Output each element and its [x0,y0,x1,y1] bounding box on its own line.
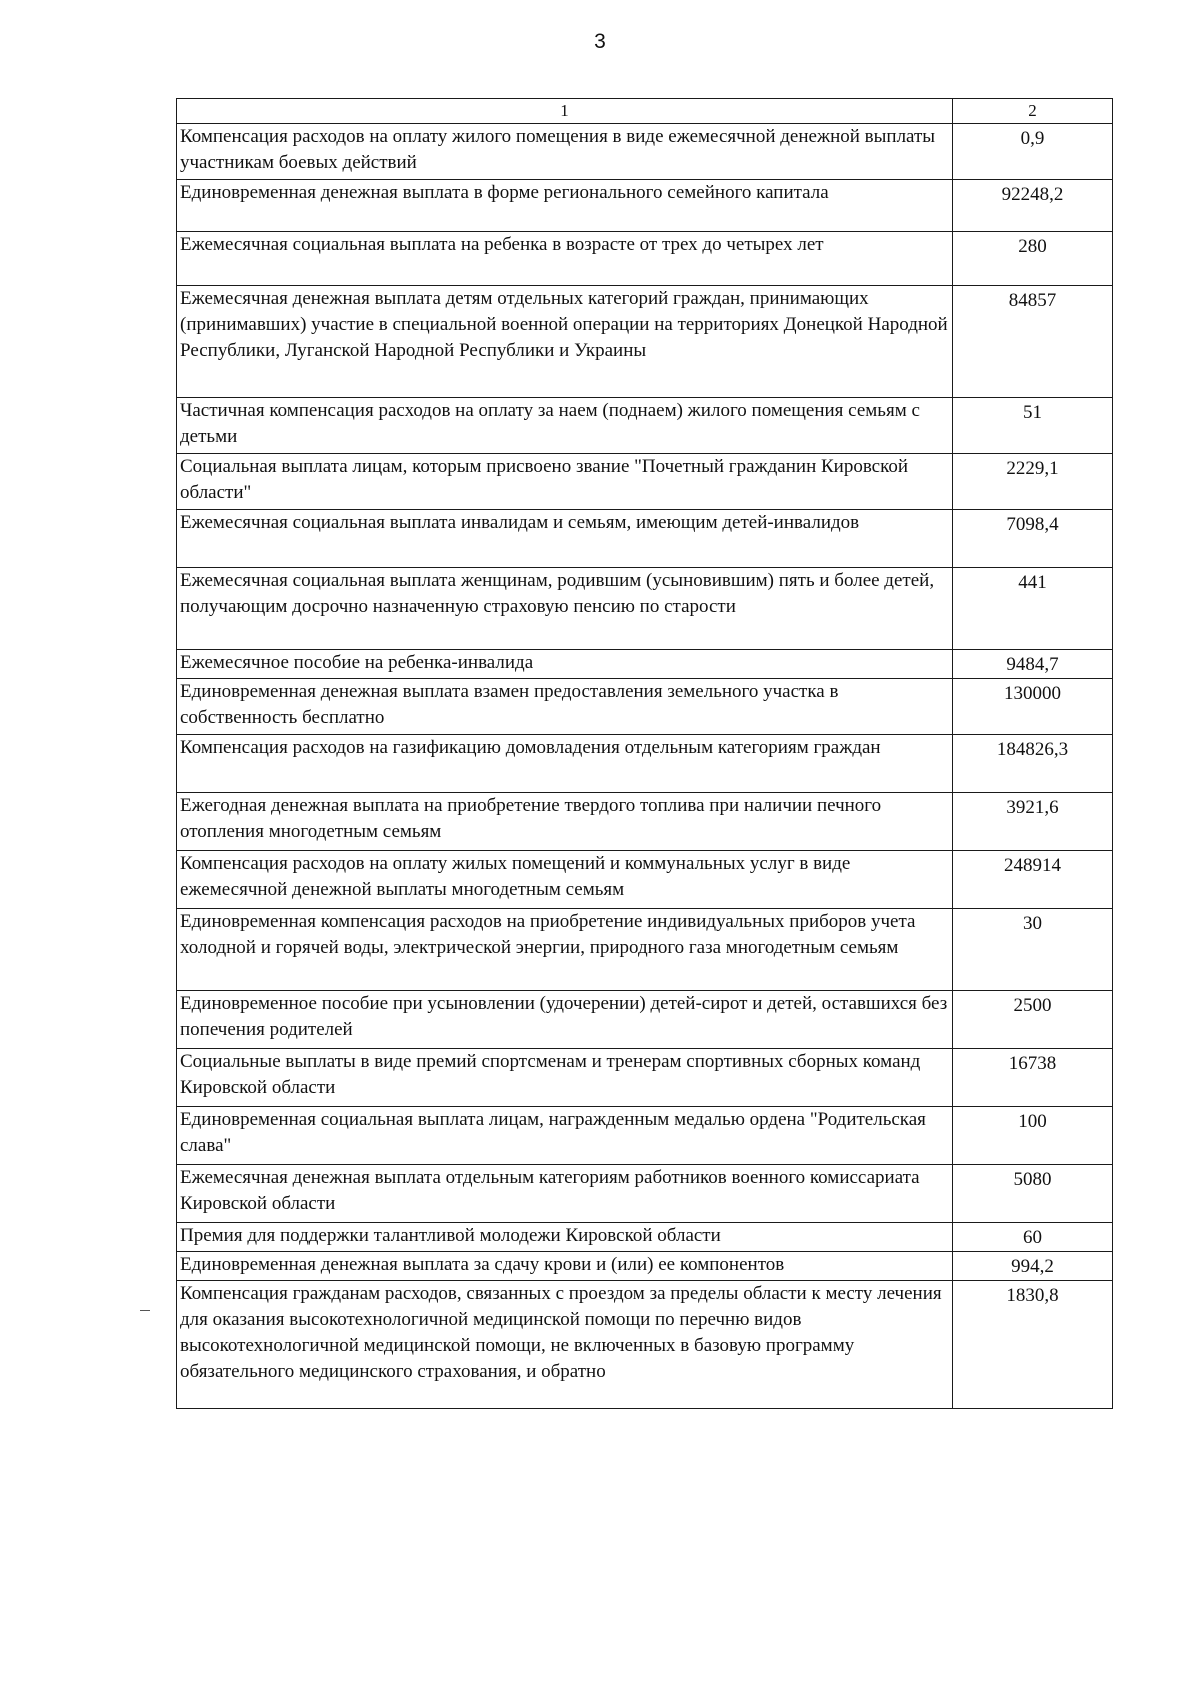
payments-table [176,98,1113,1409]
payment-amount-cell: 280 [953,232,1113,286]
column-header-2: 2 [953,99,1113,124]
table-body [177,124,1113,1409]
payment-amount-cell: 100 [953,1107,1113,1165]
table-row [177,650,1113,679]
payment-amount-cell: 51 [953,398,1113,454]
payment-name-cell: Компенсация расходов на оплату жилых помещений и коммунальных услуг в виде ежемесячной денежной выплаты многодетным семьям [177,851,953,909]
payment-name-cell: Ежемесячная социальная выплата инвалидам и семьям, имеющим детей-инвалидов [177,510,953,568]
payment-amount-cell: 7098,4 [953,510,1113,568]
payment-amount-cell: 248914 [953,851,1113,909]
payment-amount-cell: 0,9 [953,124,1113,180]
payment-amount-cell: 9484,7 [953,650,1113,679]
table-row [177,510,1113,568]
table-row [177,1049,1113,1107]
scan-mark [140,1310,150,1311]
payment-name-cell: Компенсация расходов на газификацию домовладения отдельным категориям граждан [177,735,953,793]
payment-amount-cell: 60 [953,1223,1113,1252]
payment-name-cell: Единовременная денежная выплата за сдачу крови и (или) ее компонентов [177,1252,953,1281]
table-row [177,454,1113,510]
payment-amount-cell: 994,2 [953,1252,1113,1281]
payment-name-cell: Ежемесячное пособие на ребенка-инвалида [177,650,953,679]
payment-amount-cell: 2500 [953,991,1113,1049]
payment-amount-cell: 84857 [953,286,1113,398]
payment-name-cell: Ежемесячная социальная выплата на ребенка в возрасте от трех до четырех лет [177,232,953,286]
table-row [177,793,1113,851]
payment-amount-cell: 184826,3 [953,735,1113,793]
payment-name-cell: Единовременная социальная выплата лицам, награжденным медалью ордена "Родительская слава" [177,1107,953,1165]
table-row [177,1223,1113,1252]
table-row [177,1107,1113,1165]
payment-name-cell: Частичная компенсация расходов на оплату за наем (поднаем) жилого помещения семьям с детьми [177,398,953,454]
table-row [177,851,1113,909]
page-number: 3 [594,30,606,53]
header-row [177,99,1113,124]
payment-amount-cell: 30 [953,909,1113,991]
payment-name-cell: Единовременная денежная выплата в форме регионального семейного капитала [177,180,953,232]
payment-name-cell: Социальная выплата лицам, которым присвоено звание "Почетный гражданин Кировской области" [177,454,953,510]
table-row [177,1281,1113,1409]
payment-amount-cell: 130000 [953,679,1113,735]
payment-amount-cell: 441 [953,568,1113,650]
payment-amount-cell: 1830,8 [953,1281,1113,1409]
table-row [177,1252,1113,1281]
payment-name-cell: Единовременная денежная выплата взамен предоставления земельного участка в собственность бесплатно [177,679,953,735]
payment-name-cell: Ежемесячная денежная выплата отдельным категориям работников военного комиссариата Кировской области [177,1165,953,1223]
table-row [177,180,1113,232]
payment-amount-cell: 92248,2 [953,180,1113,232]
table-row [177,991,1113,1049]
table-row [177,232,1113,286]
table-row [177,909,1113,991]
payment-name-cell: Единовременная компенсация расходов на приобретение индивидуальных приборов учета холодной и горячей воды, электрической энергии, природного газа многодетным семьям [177,909,953,991]
table-row [177,735,1113,793]
table-row [177,1165,1113,1223]
table-row [177,124,1113,180]
column-header-1: 1 [177,99,953,124]
payment-name-cell: Ежемесячная социальная выплата женщинам, родившим (усыновившим) пять и более детей, получающим досрочно назначенную страховую пенсию по старости [177,568,953,650]
table-row [177,398,1113,454]
payment-amount-cell: 3921,6 [953,793,1113,851]
table-row [177,568,1113,650]
table-row [177,286,1113,398]
payment-name-cell: Единовременное пособие при усыновлении (удочерении) детей-сирот и детей, оставшихся без попечения родителей [177,991,953,1049]
payment-name-cell: Социальные выплаты в виде премий спортсменам и тренерам спортивных сборных команд Кировской области [177,1049,953,1107]
payment-name-cell: Компенсация гражданам расходов, связанных с проездом за пределы области к месту лечения для оказания высокотехнологичной медицинской помощи по перечню видов высокотехнологичной медицинской помощи, не включенных в базовую программу обязательного медицинского страхования, и обратно [177,1281,953,1409]
payment-name-cell: Ежемесячная денежная выплата детям отдельных категорий граждан, принимающих (принимавших) участие в специальной военной операции на территориях Донецкой Народной Республики, Луганской Народной Республики и Украины [177,286,953,398]
payment-amount-cell: 16738 [953,1049,1113,1107]
table-row [177,679,1113,735]
payment-amount-cell: 2229,1 [953,454,1113,510]
payment-name-cell: Компенсация расходов на оплату жилого помещения в виде ежемесячной денежной выплаты участникам боевых действий [177,124,953,180]
payment-name-cell: Премия для поддержки талантливой молодежи Кировской области [177,1223,953,1252]
payment-name-cell: Ежегодная денежная выплата на приобретение твердого топлива при наличии печного отопления многодетным семьям [177,793,953,851]
payment-amount-cell: 5080 [953,1165,1113,1223]
